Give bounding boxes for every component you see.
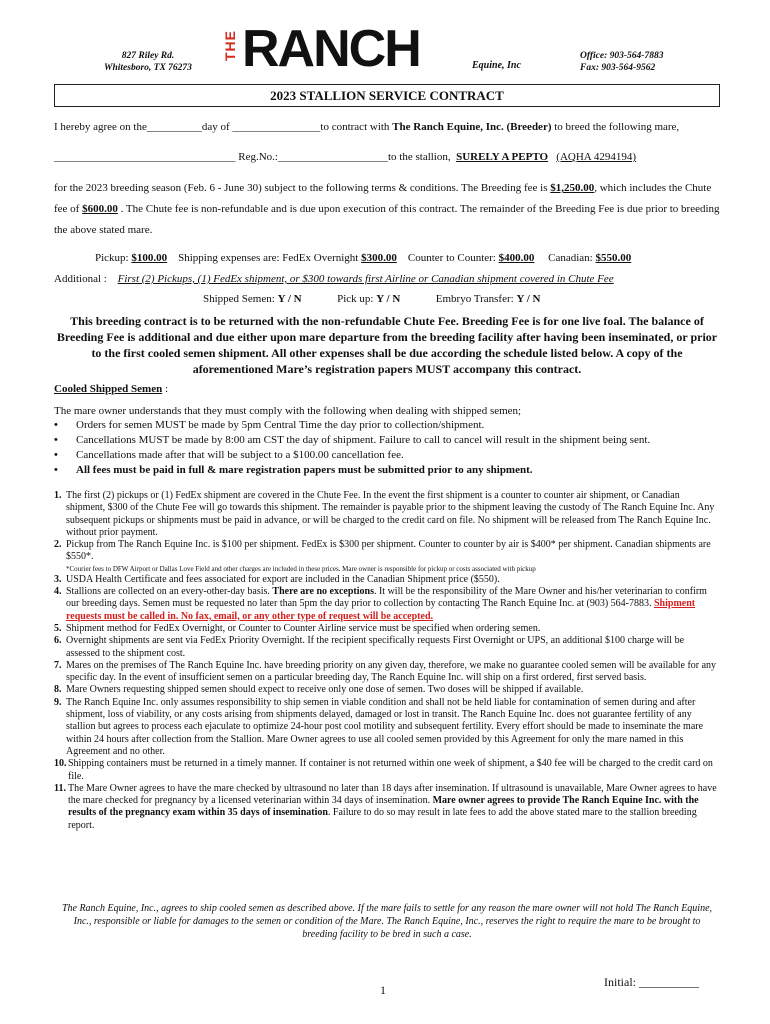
month-blank[interactable]: ________________ bbox=[232, 121, 321, 133]
day-blank[interactable]: __________ bbox=[146, 121, 202, 133]
ranch-logo bbox=[222, 20, 521, 78]
breeding-fee: $1,250.00 bbox=[550, 182, 595, 194]
courier-note: *Courier fees to DFW Airport or Dallas Love Field and other charges are included in these prices. Mare owner is responsible for pickup or costs associated with pickup bbox=[66, 564, 536, 573]
term-11: 11. The Mare Owner agrees to have the mare checked by ultrasound no later than 18 days after insemination. If ultrasound is unavailable, Mare Owner agrees to have the mare checked for pregnancy by a licensed veterinarian within 34 days of insemination. Mare owner agrees to provide The Ranch Equine Inc. with the results of the pregnancy exam within 35 days of insemination. Failure to do so may result in late fees to add the above stated mare to the stallion breeding report. bbox=[54, 782, 717, 831]
bullet-item: • Cancellations MUST be made by 8:00 am CST the day of shipment. Failure to call to cancel will result in the shipment being sent. bbox=[54, 434, 651, 446]
aqha-number: (AQHA 4294194) bbox=[556, 151, 637, 163]
logo-ranch: RANCH bbox=[242, 20, 420, 78]
pickup-yn[interactable]: Y / N bbox=[376, 293, 401, 305]
chute-fee: $600.00 bbox=[82, 203, 118, 215]
term-4: 4. Stallions are collected on an every-other-day basis. There are no exceptions. It will be the responsibility of the Mare Owner and his/her veterinarian to confirm our breeding days. Semen must be requested no later than 5pm the day prior to collection by contacting The Ranch Equine Inc. at (903) 564-7883. Shipment requests must be called in. No fax, email, or any other type of request will be accepted. bbox=[54, 586, 707, 622]
term-9: 9. The Ranch Equine Inc. only assumes responsibility to ship semen in viable condition and shall not be held liable for contamination of semen during and after shipment, loss of viability, or any costs arising from shipments delayed, damaged or lost in transit. The Ranch Equine Inc. does not guarantee fertility of any stallion but agrees to process each ejaculate to optimize 24-hour post cool motility and subsequent fertility. Every effort should be made to inseminate the mare within 24 hours after collection from the Stallion. Mare Owner agrees to use all cooled semen provided by this Agreement for only the mare named in this Agreement and no other. bbox=[54, 696, 704, 757]
logo-the: THE bbox=[222, 30, 238, 61]
terms-list bbox=[54, 490, 720, 832]
mare-blank[interactable]: _________________________________ bbox=[54, 151, 236, 163]
term-7: 7. Mares on the premises of The Ranch Equine Inc. have breeding priority on any given day, therefore, we make no guarantee cooled semen will be available for any specific day. In the event of insufficient semen on a particular breeding day, The Ranch Equine Inc. will ship on a first ordered, first served basis. bbox=[54, 659, 717, 684]
term-10: 10. Shipping containers must be returned in a timely manner. If container is not returned within one week of shipment, a $40 fee will be charged to the credit card on file. bbox=[54, 758, 713, 782]
embryo-yn[interactable]: Y / N bbox=[516, 293, 541, 305]
stallion-name: SURELY A PEPTO bbox=[456, 151, 549, 163]
term-6: 6. Overnight shipments are sent via FedEx Priority Overnight. If the recipient specifically requests First Overnight or UPS, an additional $100 charge will be assessed to the shipment cost. bbox=[54, 635, 685, 659]
cooled-heading-line: Cooled Shipped Semen : bbox=[54, 383, 169, 395]
office-phone: Office: 903-564-7883 bbox=[580, 51, 664, 61]
contact-block bbox=[580, 50, 663, 74]
term-5: 5. Shipment method for FedEx Overnight, or Counter to Counter Airline service must be specified when ordering semen. bbox=[54, 622, 541, 634]
term-1: 1. The first (2) pickups or (1) FedEx shipment are covered in the Chute Fee. In the event the first shipment is a counter to counter air shipment, or Canadian shipment, $300 of the Chute Fee will go towards this shipment. The remainder is payable prior to the shipment leaving the custody of The Ranch Equine Inc. Any subsequent pickups or shipments must be paid in advance, or will be charged to the credit card on file. No shipment will be released from The Ranch Equine Inc. without prior payment. bbox=[54, 490, 715, 538]
notice-paragraph: This breeding contract is to be returned with the non-refundable Chute Fee. Breeding Fee is for one live foal. The balance of Breeding Fee is additional and due either upon mare departure from the breeding facility after having been inseminated, or prior to the first cooled semen shipment. All other expenses shall be due according the schedule listed below. A copy of the aforementioned Mare’s registration papers MUST accompany this contract. bbox=[56, 314, 718, 376]
address-line2: Whitesboro, TX 76273 bbox=[104, 63, 192, 73]
bullet-item: • All fees must be paid in full & mare registration papers must be submitted prior to any shipment. bbox=[54, 464, 533, 476]
pickup-fee: $100.00 bbox=[131, 252, 168, 264]
options-line: Shipped Semen: Y / N Pick up: Y / N Embryo Transfer: Y / N bbox=[203, 293, 541, 305]
mare-line: _________________________________ Reg.No.:____________________to the stallion, SURELY A PEPTO (AQHA 4294194) bbox=[54, 151, 637, 163]
address-block bbox=[96, 50, 200, 74]
page-number: 1 bbox=[380, 983, 386, 997]
term-2: 2. Pickup from The Ranch Equine Inc. is $100 per shipment. FedEx is $300 per shipment. Counter to counter by air is $400* per shipment. Canadian shipments are $550*. bbox=[54, 539, 711, 563]
logo-equine: Equine, Inc bbox=[472, 60, 521, 71]
agreement-line: I hereby agree on the__________day of ________________to contract with The Ranch Equine, Inc. (Breeder) to breed the following mare, bbox=[54, 121, 680, 133]
no-fax-warning: Shipment requests must be called in. No fax, email, or any other type of request will be accepted. bbox=[66, 598, 696, 622]
cooled-bullets bbox=[54, 418, 720, 478]
contract-title: 2023 STALLION SERVICE CONTRACT bbox=[54, 84, 720, 107]
pickup-line: Pickup: $100.00 Shipping expenses are: FedEx Overnight $300.00 Counter to Counter: $400.00 Canadian: $550.00 bbox=[95, 252, 632, 264]
initial-field[interactable]: Initial: __________ bbox=[604, 975, 699, 989]
additional-line: Additional : First (2) Pickups, (1) FedEx shipment, or $300 towards first Airline or Canadian shipment covered in Chute Fee bbox=[54, 273, 614, 285]
fedex-fee: $300.00 bbox=[361, 252, 397, 264]
reg-blank[interactable]: ____________________ bbox=[277, 151, 388, 163]
address-line1: 827 Riley Rd. bbox=[121, 51, 175, 61]
bullet-item: • Cancellations made after that will be subject to a $100.00 cancellation fee. bbox=[54, 449, 404, 461]
additional-text: First (2) Pickups, (1) FedEx shipment, or $300 towards first Airline or Canadian shipment covered in Chute Fee bbox=[117, 273, 614, 285]
shipped-yn[interactable]: Y / N bbox=[277, 293, 302, 305]
cooled-intro: The mare owner understands that they must comply with the following when dealing with shipped semen; bbox=[54, 405, 522, 417]
fax-number: Fax: 903-564-9562 bbox=[580, 63, 656, 73]
cooled-heading: Cooled Shipped Semen bbox=[54, 383, 163, 395]
term-3: 3. USDA Health Certificate and fees associated for export are included in the Canadian Shipment price ($550). bbox=[54, 573, 500, 585]
canadian-fee: $550.00 bbox=[595, 252, 632, 264]
counter-fee: $400.00 bbox=[498, 252, 535, 264]
disclaimer: The Ranch Equine, Inc., agrees to ship cooled semen as described above. If the mare fails to settle for any reason the mare owner will not hold The Ranch Equine, Inc., responsible or liable for damages to the semen or condition of the Mare. The Ranch Equine, Inc., reserves the right to require the mare to be brought to breeding facility to be bred in such a case. bbox=[61, 903, 713, 940]
breeder-name: The Ranch Equine, Inc. (Breeder) bbox=[392, 121, 552, 133]
fee-paragraph: for the 2023 breeding season (Feb. 6 - June 30) subject to the following terms & conditions. The Breeding fee is $1,250.00, which includes the Chute fee of $600.00 . The Chute fee is non-refundable and is due upon execution of this contract. The remainder of the Breeding Fee is due prior to breeding the above stated mare. bbox=[54, 182, 720, 236]
term-8: 8. Mare Owners requesting shipped semen should expect to receive only one dose of semen. Two doses will be shipped if available. bbox=[54, 684, 584, 696]
bullet-item: • Orders for semen MUST be made by 5pm Central Time the day prior to collection/shipment. bbox=[54, 419, 485, 431]
